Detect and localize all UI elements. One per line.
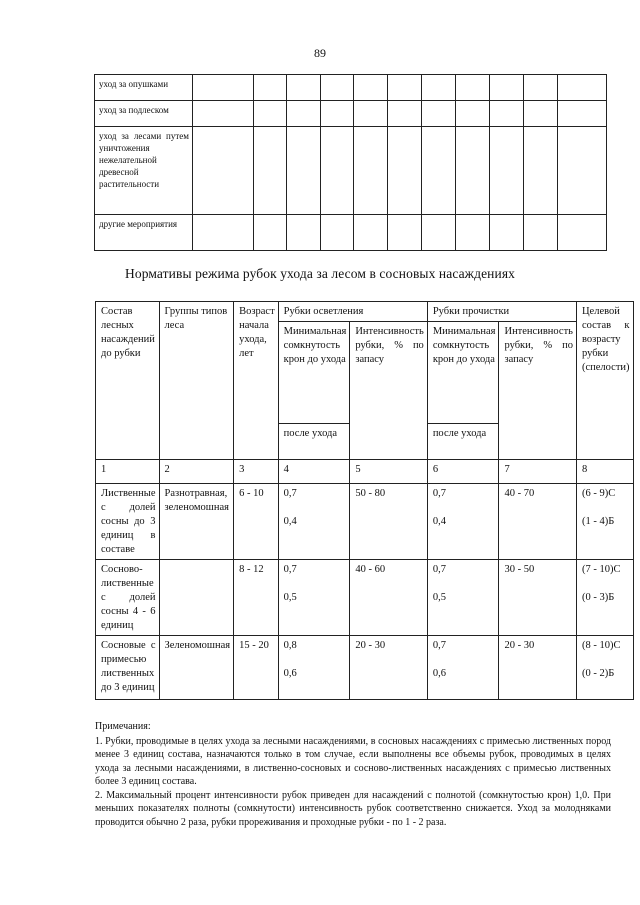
closeness-after: 0,4 (432, 516, 446, 527)
target-composition-cell (576, 484, 633, 560)
row-label: другие мероприятия (95, 215, 193, 251)
header-target-composition: Целевой состав к возрасту рубки (спелости) (576, 302, 633, 460)
composition-cell: Сосновые с примесью лиственных до 3 единиц (96, 636, 160, 700)
clean-closeness-cell (427, 636, 499, 700)
light-intensity-cell: 20 - 30 (350, 636, 427, 700)
target-pine: (6 - 9)С (581, 488, 616, 499)
target-pine: (8 - 10)С (581, 640, 621, 651)
column-number: 3 (234, 460, 279, 484)
header-intensity-clean: Интенсивность рубки, % по запасу (499, 322, 576, 460)
light-intensity-cell: 40 - 60 (350, 560, 427, 636)
column-number: 6 (427, 460, 499, 484)
closeness-before: 0,8 (283, 640, 297, 651)
composition-cell: Сосново-лиственные с долей сосны 4 - 6 единиц (96, 560, 160, 636)
age-cell: 15 - 20 (234, 636, 279, 700)
table-row (95, 101, 607, 127)
light-closeness-cell (278, 560, 350, 636)
header-forest-type: Группы типов леса (159, 302, 234, 460)
target-pine: (7 - 10)С (581, 564, 621, 575)
notes-heading: Примечания: (95, 721, 151, 732)
target-birch: (0 - 3)Б (581, 592, 615, 603)
table-row (95, 215, 607, 251)
forest-type-cell: Зеленомошная (159, 636, 234, 700)
column-number: 8 (576, 460, 633, 484)
header-row (96, 302, 634, 322)
closeness-after: 0,4 (283, 516, 297, 527)
header-start-age: Возраст начала ухода, лет (234, 302, 279, 460)
header-min-closeness-clean: Минимальная сомкнутость крон до ухода (427, 322, 499, 424)
column-numbers-row (96, 460, 634, 484)
closeness-after: 0,6 (283, 668, 297, 679)
header-light-cutting: Рубки осветления (278, 302, 427, 322)
header-after-light: после ухода (278, 424, 350, 460)
composition-cell: Лиственные с долей сосны до 3 единиц в составе (96, 484, 160, 560)
header-min-closeness-light: Минимальная сомкнутость крон до ухода (278, 322, 350, 424)
closeness-before: 0,7 (432, 564, 446, 575)
note-item: 1. Рубки, проводимые в целях ухода за лесными насаждениями, в сосновых насаждениях с примесью лиственных пород менее 3 единиц состава, назначаются только в том случае, если выполнены все объемы рубок, проводимых в целях ухода за лесными насаждениями, в лиственно-сосновых и сосново-лиственных насаждениях с примесью лиственных более 3 единиц состава. (95, 735, 611, 787)
clean-closeness-cell (427, 484, 499, 560)
clean-intensity-cell: 20 - 30 (499, 636, 576, 700)
column-number: 4 (278, 460, 350, 484)
closeness-after: 0,6 (432, 668, 446, 679)
row-label: уход за подлеском (95, 101, 193, 127)
light-closeness-cell (278, 636, 350, 700)
forest-type-cell: Разнотравная, зеленомошная (159, 484, 234, 560)
note-item: 2. Максимальный процент интенсивности рубок приведен для насаждений с полнотой (сомкнутостью крон) 1,0. При меньших показателях полноты (сомкнутости) интенсивность рубок соответственно снижается. Уход за молодняками проводится обычно 2 раза, рубки прореживания и проходные рубки - по 1 - 2 раза. (95, 789, 611, 828)
column-number: 7 (499, 460, 576, 484)
table-row (96, 560, 634, 636)
light-intensity-cell: 50 - 80 (350, 484, 427, 560)
page-number: 89 (314, 46, 326, 60)
clean-intensity-cell: 30 - 50 (499, 560, 576, 636)
header-composition: Состав лесных насаждений до рубки (96, 302, 160, 460)
notes-section (95, 720, 611, 829)
table-row (95, 127, 607, 215)
closeness-before: 0,7 (432, 488, 446, 499)
closeness-before: 0,7 (283, 488, 297, 499)
table-row (96, 484, 634, 560)
header-after-clean: после ухода (427, 424, 499, 460)
age-cell: 8 - 12 (234, 560, 279, 636)
light-closeness-cell (278, 484, 350, 560)
closeness-after: 0,5 (432, 592, 446, 603)
table-row (96, 636, 634, 700)
clean-closeness-cell (427, 560, 499, 636)
header-cleaning-cutting: Рубки прочистки (427, 302, 576, 322)
continued-measures-table (94, 74, 607, 251)
table-row (95, 75, 607, 101)
column-number: 5 (350, 460, 427, 484)
target-composition-cell (576, 560, 633, 636)
column-number: 1 (96, 460, 160, 484)
header-intensity-light: Интенсивность рубки, % по запасу (350, 322, 427, 460)
closeness-before: 0,7 (432, 640, 446, 651)
row-label: уход за опушками (95, 75, 193, 101)
target-birch: (1 - 4)Б (581, 516, 615, 527)
target-composition-cell (576, 636, 633, 700)
page-title: Нормативы режима рубок ухода за лесом в сосновых насаждениях (125, 266, 515, 281)
clean-intensity-cell: 40 - 70 (499, 484, 576, 560)
norms-table (95, 301, 634, 700)
age-cell: 6 - 10 (234, 484, 279, 560)
closeness-after: 0,5 (283, 592, 297, 603)
column-number: 2 (159, 460, 234, 484)
forest-type-cell (159, 560, 234, 636)
target-birch: (0 - 2)Б (581, 668, 615, 679)
closeness-before: 0,7 (283, 564, 297, 575)
row-label: уход за лесами путем уничтожения нежелательной древесной растительности (95, 127, 193, 215)
